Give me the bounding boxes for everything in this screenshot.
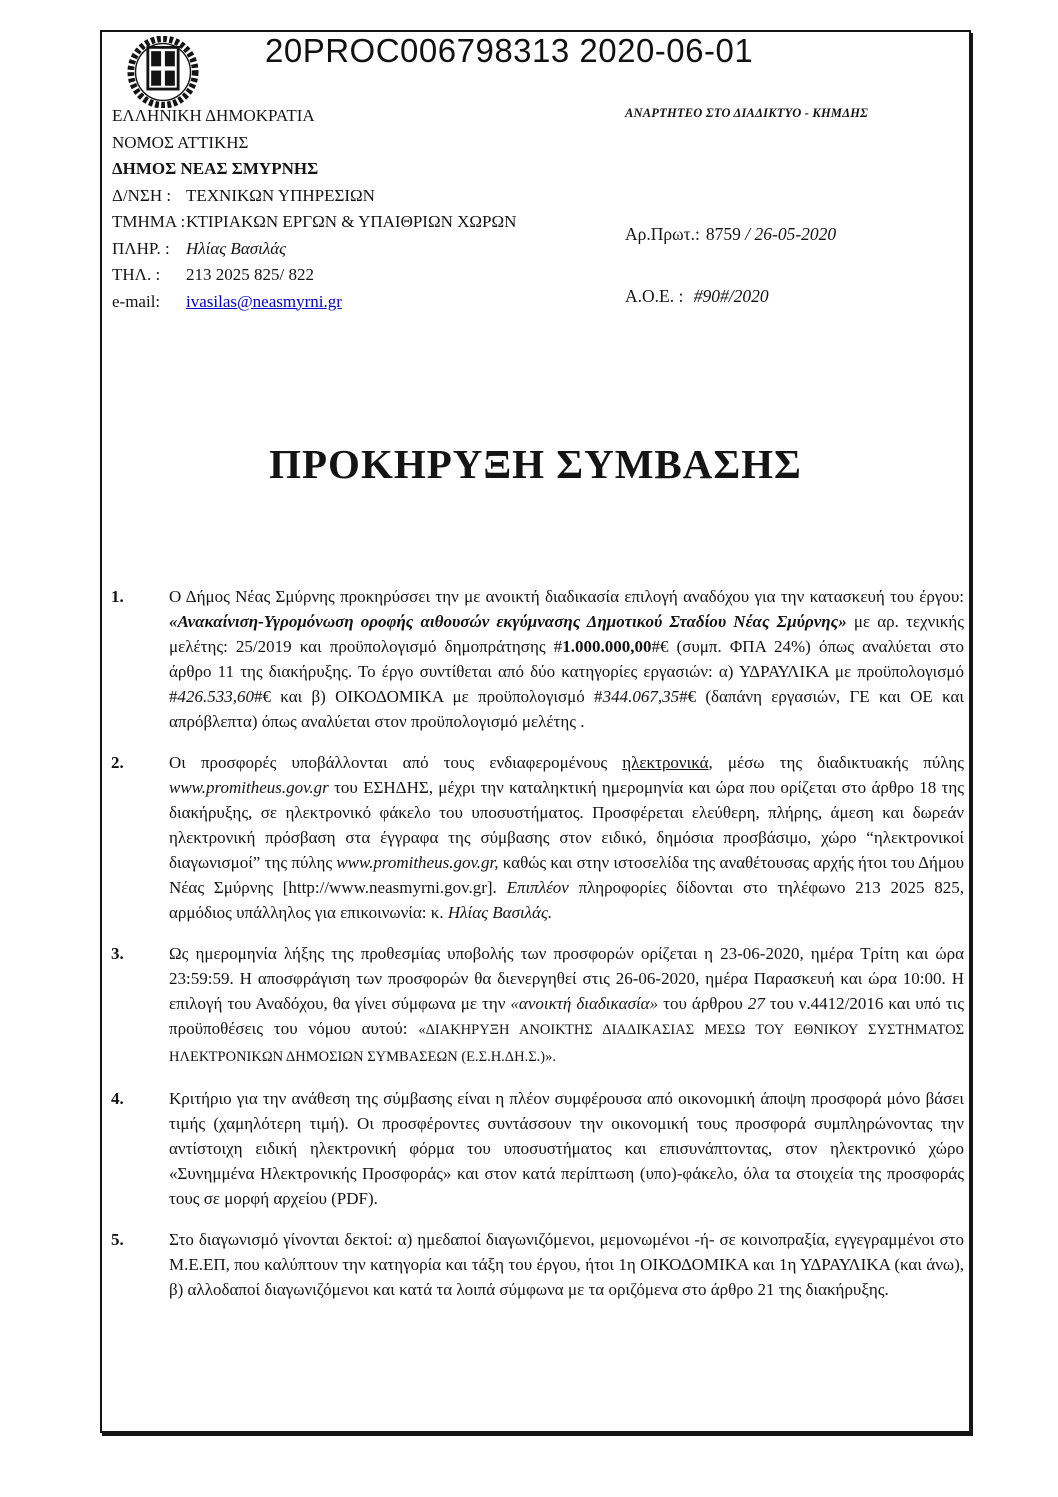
posting-notice: ΑΝΑΡΤΗΤΕΟ ΣΤΟ ΔΙΑΔΙΚΤΥΟ - ΚΗΜΔΗΣ bbox=[625, 106, 869, 120]
text-segment: #€ και β) ΟΙΚΟΔΟΜΙΚΑ με προϋπολογισμό # bbox=[254, 687, 603, 706]
paragraph-number: 5. bbox=[111, 1230, 124, 1249]
field-value: ΚΤΙΡΙΑΚΩΝ ΕΡΓΩΝ & ΥΠΑΙΘΡΙΩΝ ΧΩΡΩΝ bbox=[186, 212, 517, 231]
field-value: Ηλίας Βασιλάς bbox=[186, 238, 287, 258]
field-value: 213 2025 825/ 822 bbox=[186, 265, 314, 284]
letterhead-row bbox=[112, 130, 592, 157]
aoe-value: #90#/2020 bbox=[693, 286, 769, 306]
paragraph-number: 1. bbox=[111, 587, 124, 606]
field-label: ΤΜΗΜΑ : bbox=[112, 212, 186, 231]
text-segment: #€ (συμπ. ΦΠΑ 24%) όπως αναλύεται στο άρθρο 11 της διακήρυξης. Το έργο συντίθεται από δύο κατηγορίες εργασιών: α) ΥΔΡΑΥΛΙΚΑ με προϋπολογισμό # bbox=[169, 637, 964, 706]
paragraph-number: 2. bbox=[111, 753, 124, 772]
agency-line: ΔΗΜΟΣ ΝΕΑΣ ΣΜΥΡΝΗΣ bbox=[112, 159, 319, 178]
letterhead-row bbox=[112, 289, 592, 316]
protocol-date: / 26-05-2020 bbox=[745, 224, 837, 244]
text-segment: #€ (δαπάνη εργασιών, ΓΕ και ΟΕ και απρόβλεπτα) όπως αναλύεται στον προϋπολογισμό μελέτης . bbox=[169, 687, 965, 731]
letterhead-row bbox=[112, 209, 592, 236]
text-segment: του άρθρου bbox=[658, 994, 748, 1013]
field-label: e-mail: bbox=[112, 291, 161, 311]
paragraph-number: 3. bbox=[111, 944, 124, 963]
text-segment: ηλεκτρονικά bbox=[622, 753, 709, 772]
field-label: ΤΗΛ. : bbox=[112, 265, 161, 284]
text-segment: 344.067,35 bbox=[602, 687, 680, 706]
paragraph-text bbox=[169, 584, 964, 734]
text-segment: www.promitheus.gov.gr bbox=[169, 778, 329, 797]
text-segment: του ν.4412/2016 και υπό τις προϋποθέσεις του νόμου αυτού: bbox=[169, 994, 964, 1038]
letterhead-row bbox=[112, 262, 592, 289]
field-label: ΠΛΗΡ. : bbox=[112, 238, 170, 258]
agency-line: ΕΛΛΗΝΙΚΗ ΔΗΜΟΚΡΑΤΙΑ bbox=[112, 106, 315, 125]
document-frame bbox=[100, 30, 971, 1433]
document-title: ΠΡΟΚΗΡΥΞΗ ΣΥΜΒΑΣΗΣ bbox=[269, 441, 802, 487]
text-segment: Επιπλέον bbox=[506, 878, 569, 897]
paragraph-number: 4. bbox=[111, 1089, 124, 1108]
text-segment: Ηλίας Βασιλάς. bbox=[447, 903, 553, 922]
protocol-label: Αρ.Πρωτ.: bbox=[625, 224, 700, 244]
letterhead-row bbox=[112, 183, 592, 210]
letterhead-row bbox=[112, 156, 592, 183]
text-segment: του ΕΣΗΔΗΣ, μέχρι την καταληκτική ημερομηνία και ώρα που ορίζεται στο άρθρο 18 της διακήρυξης, σε ηλεκτρονικό φάκελο του υποσυστήματος. Προσφέρεται ελεύθερη, πλήρης, άμεση και δωρεάν ηλεκτρονική πρόσβαση στα έγγραφα της σύμβασης στον ειδικό, δημόσια προσβάσιμο, χώρο “ηλεκτρονικοί διαγωνισμοί” της πύλης bbox=[169, 778, 964, 872]
email-link[interactable]: ivasilas@neasmyrni.gr bbox=[186, 291, 342, 311]
field-label: Δ/ΝΣΗ : bbox=[112, 185, 172, 205]
paragraph-text bbox=[169, 1086, 964, 1211]
aoe-line bbox=[625, 286, 769, 307]
text-segment: www.promitheus.gov.gr, bbox=[336, 853, 499, 872]
greek-coat-of-arms-icon bbox=[124, 36, 202, 108]
contract-paragraph bbox=[111, 1227, 964, 1302]
protocol-line bbox=[625, 224, 836, 245]
text-segment: Ο Δήμος Νέας Σμύρνης προκηρύσσει την με ανοικτή διαδικασία επιλογή αναδόχου για την κατασκευή του έργου: bbox=[169, 587, 964, 606]
text-segment: «ΔΙΑΚΗΡΥΞΗ ΑΝΟΙΚΤΗΣ ΔΙΑΔΙΚΑΣΙΑΣ ΜΕΣΩ ΤΟΥ ΕΘΝΙΚΟΥ ΣΥΣΤΗΜΑΤΟΣ ΗΛΕΚΤΡΟΝΙΚΩΝ ΔΗΜΟΣΙΩΝ ΣΥΜΒΑΣΕΩΝ (Ε.Σ.Η.ΔΗ.Σ.)». bbox=[169, 1022, 965, 1065]
text-segment: πληροφορίες δίδονται στο τηλέφωνο 213 2025 825, αρμόδιος υπάλληλος για επικοινωνία: κ. bbox=[169, 878, 964, 922]
text-segment: 426.533,60 bbox=[177, 687, 254, 706]
letterhead-row bbox=[112, 236, 592, 263]
aoe-label: Α.Ο.Ε. : bbox=[625, 286, 684, 306]
paragraph-text bbox=[169, 750, 964, 925]
paragraph-list bbox=[111, 584, 964, 1318]
text-segment: 1.000.000,00 bbox=[562, 637, 652, 656]
contract-paragraph bbox=[111, 584, 964, 734]
letterhead-row bbox=[112, 103, 592, 130]
text-segment: 27 bbox=[747, 994, 765, 1013]
field-value: ΤΕΧΝΙΚΩΝ ΥΠΗΡΕΣΙΩΝ bbox=[186, 185, 375, 205]
text-segment: Οι προσφορές υποβάλλονται από τους ενδιαφερομένους bbox=[169, 753, 623, 772]
letterhead-rows bbox=[112, 103, 592, 315]
text-segment: με αρ. τεχνικής μελέτης: 25/2019 και προϋπολογισμό δημοπράτησης # bbox=[169, 612, 964, 656]
paragraph-text bbox=[169, 1227, 964, 1302]
registry-header: 20PROC006798313 2020-06-01 bbox=[265, 32, 754, 69]
text-segment: «ανοικτή διαδικασία» bbox=[510, 994, 659, 1013]
protocol-number: 8759 bbox=[705, 224, 741, 244]
contract-paragraph bbox=[111, 750, 964, 925]
text-segment: , μέσω της διαδικτυακής πύλης bbox=[708, 753, 964, 772]
text-segment: καθώς και στην ιστοσελίδα της αναθέτουσας αρχής ήτοι του Δήμου Νέας Σμύρνης [http://www.neasmyrni.gov.gr]. bbox=[169, 853, 964, 897]
text-segment: Στο διαγωνισμό γίνονται δεκτοί: α) ημεδαποί διαγωνιζόμενοι, μεμονωμένοι -ή- σε κοινοπραξία, εγγεγραμμένοι στο Μ.Ε.ΕΠ, που καλύπτουν την κατηγορία και τάξη του έργου, ήτοι 1η ΟΙΚΟΔΟΜΙΚΑ και 1η ΥΔΡΑΥΛΙΚΑ (και άνω), β) αλλοδαποί διαγωνιζόμενοι και κατά τα λοιπά σύμφωνα με τα οριζόμενα στο άρθρο 21 της διακήρυξης. bbox=[169, 1230, 964, 1299]
agency-line: ΝΟΜΟΣ ΑΤΤΙΚΗΣ bbox=[112, 132, 249, 152]
text-segment: Ως ημερομηνία λήξης της προθεσμίας υποβολής των προσφορών ορίζεται η 23-06-2020, ημέρα Τρίτη και ώρα 23:59:59. Η αποσφράγιση των προσφορών θα διενεργηθεί στις 26-06-2020, ημέρα Παρασκευή και ώρα 10:00. Η επιλογή του Αναδόχου, θα γίνει σύμφωνα με την bbox=[169, 944, 964, 1013]
contract-paragraph bbox=[111, 1086, 964, 1211]
paragraph-text bbox=[169, 941, 964, 1070]
text-segment: «Ανακαίνιση-Υγρομόνωση οροφής αιθουσών εκγύμνασης Δημοτικού Σταδίου Νέας Σμύρνης» bbox=[169, 612, 847, 631]
text-segment: Κριτήριο για την ανάθεση της σύμβασης είναι η πλέον συμφέρουσα από οικονομική άποψη προσφορά μόνο βάσει τιμής (χαμηλότερη τιμή). Οι προσφέροντες συντάσσουν την οικονομική τους προσφορά συμπληρώνοντας την αντίστοιχη ειδική ηλεκτρονική φόρμα του υποσυστήματος και επισυνάπτοντας, στον ηλεκτρονικό χώρο «Συνημμένα Ηλεκτρονικής Προσφοράς» και στον κατά περίπτωση (υπο)-φάκελο, όλα τα στοιχεία της προσφοράς τους σε μορφή αρχείου (PDF). bbox=[169, 1089, 964, 1208]
contract-paragraph bbox=[111, 941, 964, 1070]
